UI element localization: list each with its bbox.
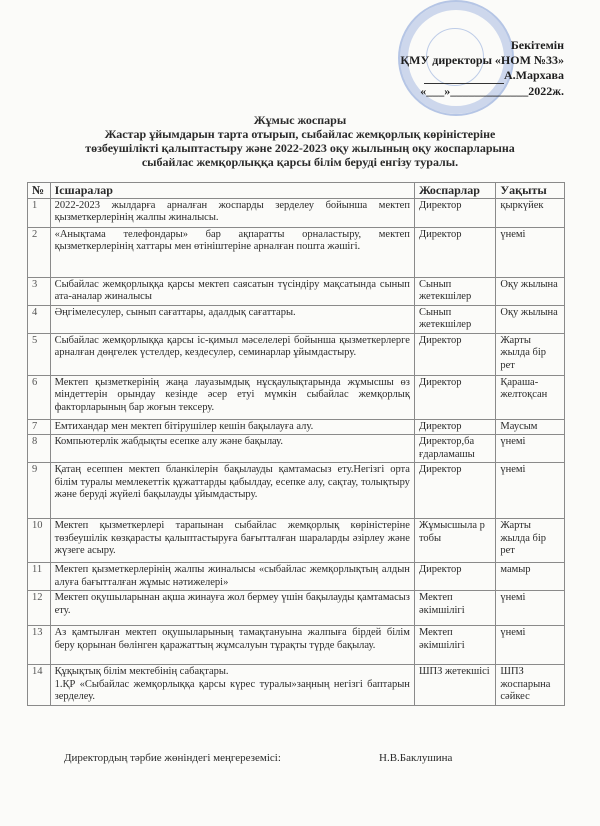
row-activity: Мектеп қызметкерлерінің жалпы жиналысы «сыбайлас жемқорлықтың алдын алуға бағытталған жұмыс нәтижелері» — [50, 563, 414, 591]
row-time: қыркүйек — [496, 198, 565, 227]
title-heading: Жұмыс жоспары — [253, 113, 347, 127]
title-line-2: төзбеушілікті қалыптастыру және 2022-2023 оқу жылының оқу жоспарларына — [85, 141, 515, 155]
row-activity: Қатаң есеппен мектеп бланкілерін бақылауды қамтамасыз ету.Негізгі орта білім туралы мемлекеттік құжаттарды қабылдау, есепке алу, сақтау, толықтыру және беруді жүйелі бақылауды ұйымдастыру. — [50, 463, 414, 519]
row-time: Оқу жылына — [496, 277, 565, 305]
plan-table — [27, 182, 565, 706]
table-row — [28, 435, 565, 463]
header-time: Уақыты — [496, 183, 565, 199]
row-responsible: Мектеп әкімшілігі — [414, 626, 495, 665]
row-responsible: Директор — [414, 463, 495, 519]
row-time: үнемі — [496, 591, 565, 626]
row-activity: 2022-2023 жылдарға арналған жоспарды зерделеу бойынша мектеп қызметкерлерінің жалпы жиналысы. — [50, 198, 414, 227]
row-num: 8 — [28, 435, 51, 463]
row-num: 5 — [28, 333, 51, 375]
row-activity: Құқықтық білім мектебінің сабақтары. 1.ҚР «Сыбайлас жемқорлыққа қарсы күрес туралы»заңның негізгі баптарын зерделеу. — [50, 665, 414, 706]
row-num: 13 — [28, 626, 51, 665]
row-activity: Мектеп қызметкерлері тарапынан сыбайлас жемқорлық көріністеріне төзбеушілік көзқарасты қалыптастыруға бағытталған шараларды әзірлеу және жүзеге асыру. — [50, 519, 414, 563]
table-row — [28, 227, 565, 277]
row-time: үнемі — [496, 435, 565, 463]
row-activity: Сыбайлас жемқорлыққа қарсы іс-қимыл мәселелері бойынша қызметкерлерге арналған дөңгелек үстелдер, кездесулер, семинарлар ұйымдастыру. — [50, 333, 414, 375]
row-num: 11 — [28, 563, 51, 591]
row-responsible: Директор — [414, 419, 495, 435]
header-num: № — [28, 183, 51, 199]
approval-org: ҚМУ директоры «НОМ №33» — [400, 53, 564, 67]
row-time: Маусым — [496, 419, 565, 435]
signature-name: Н.В.Баклушина — [379, 752, 453, 764]
document-title — [30, 113, 570, 169]
row-activity: «Анықтама телефондары» бар ақпаратты орналастыру, мектеп қызметкерлерінің хаттары мен өтініштеріне арналған пошта жәшігі. — [50, 227, 414, 277]
row-activity: Аз қамтылған мектеп оқушыларының тамақтануына жалпыға бірдей білім беру қорынан бөлінген қаражаттың жұмсалуын тұрақты түрде бақылау. — [50, 626, 414, 665]
row-responsible: Директор — [414, 563, 495, 591]
row-responsible: Сынып жетекшілер — [414, 305, 495, 333]
row-time: Жарты жылда бір рет — [496, 333, 565, 375]
row-num: 3 — [28, 277, 51, 305]
row-responsible: Директор — [414, 333, 495, 375]
approval-date: «___»_____________2022ж. — [420, 84, 564, 98]
approval-signer: А.Мархава — [400, 68, 564, 84]
header-activity: Ісшаралар — [50, 183, 414, 199]
table-row — [28, 375, 565, 419]
row-activity: Компьютерлік жабдықты есепке алу және бақылау. — [50, 435, 414, 463]
row-responsible: Директор — [414, 375, 495, 419]
table-header-row — [28, 183, 565, 199]
row-time: үнемі — [496, 463, 565, 519]
title-line-3: сыбайлас жемқорлыққа қарсы білім беруді енгізу туралы. — [141, 155, 459, 169]
table-row — [28, 333, 565, 375]
table-row — [28, 198, 565, 227]
title-line-1: Жастар ұйымдарын тарта отырып, сыбайлас жемқорлық көріністеріне — [104, 127, 496, 141]
row-time: үнемі — [496, 227, 565, 277]
row-responsible: Директор,ба ғдарламашы — [414, 435, 495, 463]
row-num: 6 — [28, 375, 51, 419]
row-num: 9 — [28, 463, 51, 519]
row-time: Оқу жылына — [496, 305, 565, 333]
table-row — [28, 626, 565, 665]
row-responsible: ШПЗ жетекшісі — [414, 665, 495, 706]
row-num: 7 — [28, 419, 51, 435]
table-row — [28, 463, 565, 519]
row-num: 1 — [28, 198, 51, 227]
row-responsible: Сынып жетекшілер — [414, 277, 495, 305]
row-time: үнемі — [496, 626, 565, 665]
row-num: 14 — [28, 665, 51, 706]
row-activity-sub: 1.ҚР «Сыбайлас жемқорлыққа қарсы күрес туралы»заңның негізгі баптарын зерделеу. — [54, 678, 410, 702]
table-row — [28, 665, 565, 706]
row-responsible: Директор — [414, 227, 495, 277]
table-row — [28, 419, 565, 435]
row-num: 12 — [28, 591, 51, 626]
row-time: Қараша-желтоқсан — [496, 375, 565, 419]
row-num: 2 — [28, 227, 51, 277]
row-responsible: Жұмысшыла р тобы — [414, 519, 495, 563]
row-activity: Сыбайлас жемқорлыққа қарсы мектеп саясатын түсіндіру мақсатында сынып ата-аналар жиналысы — [50, 277, 414, 305]
table-row — [28, 591, 565, 626]
row-time: Жарты жылда бір рет — [496, 519, 565, 563]
row-activity: Әңгімелесулер, сынып сағаттары, адалдық сағаттары. — [50, 305, 414, 333]
row-activity: Мектеп қызметкерінің жаңа лауазымдық нұсқаулықтарында жұмысшы өз міндеттерін орындау кезінде әсер етуі мүмкін сыбайлас жемқорлық факторларының бар жоғын тексеру. — [50, 375, 414, 419]
signature-role: Директордың тәрбие жөніндегі меңгереземісі: — [64, 752, 281, 764]
row-num: 4 — [28, 305, 51, 333]
row-responsible: Мектеп әкімшілігі — [414, 591, 495, 626]
row-activity: Емтихандар мен мектеп бітірушілер кешін бақылауға алу. — [50, 419, 414, 435]
row-num: 10 — [28, 519, 51, 563]
row-responsible: Директор — [414, 198, 495, 227]
approval-block — [400, 38, 564, 99]
table-row — [28, 563, 565, 591]
table-row — [28, 277, 565, 305]
row-time: мамыр — [496, 563, 565, 591]
header-responsible: Жоспарлар — [414, 183, 495, 199]
row-time: ШПЗ жоспарына сәйкес — [496, 665, 565, 706]
table-row — [28, 305, 565, 333]
table-row — [28, 519, 565, 563]
row-activity: Мектеп оқушыларынан ақша жинауға жол бермеу үшін бақылауды қамтамасыз ету. — [50, 591, 414, 626]
signature-block — [64, 752, 484, 764]
approval-label: Бекітемін — [510, 38, 564, 52]
